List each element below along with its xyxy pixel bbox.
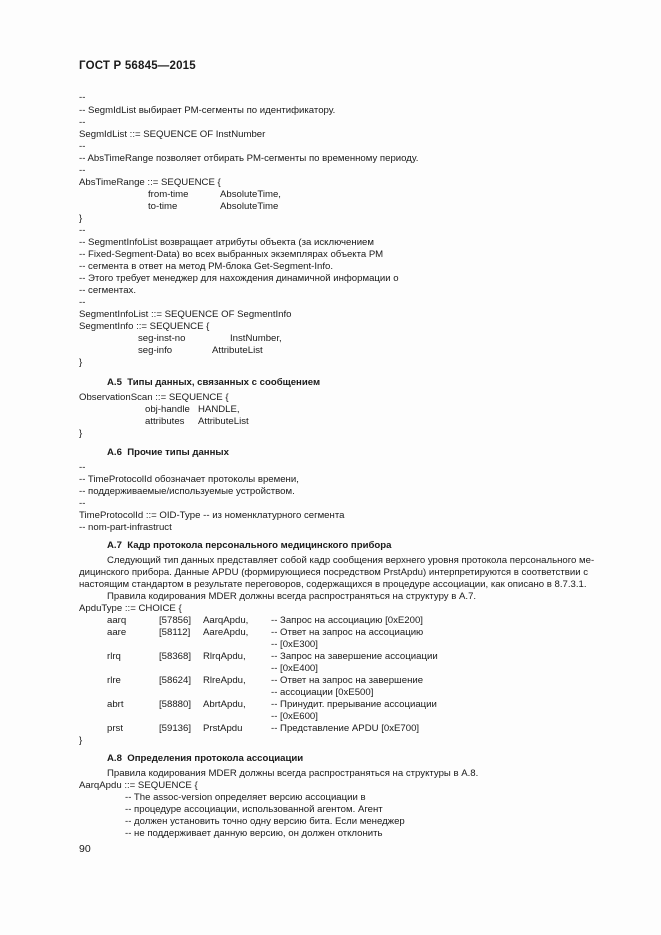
text-line: abrt (107, 699, 124, 710)
text-line: seg-inst-no (138, 333, 186, 344)
text-line: rlrq (107, 651, 121, 662)
text-line: seg-info (138, 345, 173, 356)
text-line: -- Ответ на запрос на завершение (271, 675, 424, 686)
text-line: } (79, 213, 83, 224)
text-line: дицинского прибора. Данные APDU (формирующиеся посредством PrstApdu) интерпретируются в соответствии с (79, 567, 589, 578)
text-line: from-time (148, 189, 189, 200)
text-line: [58112] (159, 627, 191, 638)
text-line: -- Запрос на завершение ассоциации (271, 651, 438, 662)
text-line: -- Fixed-Segment-Data) во всех выбранных экземплярах объекта РМ (79, 249, 384, 260)
section-heading: А.6 Прочие типы данных (107, 447, 229, 458)
text-line: -- (79, 225, 86, 236)
text-line: -- [0xE300] (271, 639, 318, 650)
standard-header: ГОСТ Р 56845—2015 (79, 60, 196, 72)
text-line: AarqApdu ::= SEQUENCE { (79, 780, 198, 791)
text-line: [58368] (159, 651, 192, 662)
text-line: AttributeList (198, 416, 249, 427)
text-line: -- (79, 297, 86, 308)
text-line: -- (79, 462, 86, 473)
text-line: AbsoluteTime (220, 201, 279, 212)
text-line: -- SegmIdList выбирает РМ-сегменты по идентификатору. (79, 105, 336, 116)
text-line: Следующий тип данных представляет собой кадр сообщения верхнего уровня протокола персонального ме- (107, 555, 595, 566)
text-line: SegmentInfo ::= SEQUENCE { (79, 321, 210, 332)
text-line: -- (79, 141, 86, 152)
text-line: [59136] (159, 723, 192, 734)
text-line: AarqApdu, (203, 615, 249, 626)
section-heading: А.7 Кадр протокола персонального медицинского прибора (107, 540, 392, 551)
text-line: настоящим стандартом в результате переговоров, содержащихся в процедуре ассоциации, как описано в 8.7.3.1. (79, 579, 587, 590)
text-line: [57856] (159, 615, 192, 626)
text-line: -- Принудит. прерывание ассоциации (271, 699, 437, 710)
text-line: -- [0xE400] (271, 663, 318, 674)
text-line: AbsTimeRange ::= SEQUENCE { (79, 177, 221, 188)
text-line: ApduType ::= CHOICE { (79, 603, 182, 614)
text-line: to-time (148, 201, 178, 212)
text-line: Правила кодирования MDER должны всегда распространяться на структуру в А.7. (107, 591, 477, 602)
text-line: } (79, 357, 83, 368)
text-line: -- SegmentInfoList возвращает атрибуты объекта (за исключением (79, 237, 374, 248)
text-line: } (79, 735, 83, 746)
text-line: -- nom-part-infrastruct (79, 522, 172, 533)
text-line: attributes (145, 416, 185, 427)
text-line: -- Запрос на ассоциацию [0xE200] (271, 615, 423, 626)
text-line: PrstApdu (203, 723, 243, 734)
text-line: SegmIdList ::= SEQUENCE OF InstNumber (79, 129, 266, 140)
text-line: -- (79, 498, 86, 509)
text-line: -- Ответ на запрос на ассоциацию (271, 627, 424, 638)
text-line: -- Этого требует менеджер для нахождения динамичной информации о (79, 273, 399, 284)
text-line: [58880] (159, 699, 192, 710)
text-line: -- TimeProtocolId обозначает протоколы времени, (79, 474, 299, 485)
text-line: Правила кодирования MDER должны всегда распространяться на структуры в А.8. (107, 768, 479, 779)
text-line: -- не поддерживает данную версию, он должен отклонить (125, 828, 383, 839)
text-line: obj-handle (145, 404, 190, 415)
text-line: rlre (107, 675, 121, 686)
text-line: RlrqApdu, (203, 651, 246, 662)
text-line: -- ассоциации [0xE500] (271, 687, 374, 698)
text-line: -- поддерживаемые/используемые устройством. (79, 486, 295, 497)
text-line: AareApdu, (203, 627, 249, 638)
text-line: [58624] (159, 675, 192, 686)
text-line: aarq (107, 615, 127, 626)
text-line: -- AbsTimeRange позволяет отбирать РМ-сегменты по временному периоду. (79, 153, 419, 164)
text-line: -- The assoc-version определяет версию ассоциации в (125, 792, 366, 803)
text-line: -- должен установить точно одну версию бита. Если менеджер (125, 816, 405, 827)
text-line: -- процедуре ассоциации, использованной агентом. Агент (125, 804, 383, 815)
text-line: SegmentInfoList ::= SEQUENCE OF SegmentInfo (79, 309, 292, 320)
text-line: -- [0xE600] (271, 711, 318, 722)
text-line: ObservationScan ::= SEQUENCE { (79, 392, 229, 403)
text-line: -- (79, 117, 86, 128)
text-line: TimeProtocolId ::= OID-Type -- из номенклатурного сегмента (79, 510, 345, 521)
text-line: } (79, 428, 83, 439)
text-line: aare (107, 627, 127, 638)
text-line: RlreApdu, (203, 675, 246, 686)
text-line: InstNumber, (230, 333, 282, 344)
text-line: -- сегмента в ответ на метод РМ-блока Get-Segment-Info. (79, 261, 334, 272)
text-line: -- Представление APDU [0xE700] (271, 723, 420, 734)
text-line: HANDLE, (198, 404, 240, 415)
text-line: -- (79, 92, 86, 103)
section-heading: А.5 Типы данных, связанных с сообщением (107, 377, 321, 388)
text-line: AbsoluteTime, (220, 189, 281, 200)
text-line: prst (107, 723, 123, 734)
page-number: 90 (79, 843, 91, 855)
text-line: -- (79, 165, 86, 176)
section-heading: А.8 Определения протокола ассоциации (107, 753, 304, 764)
text-line: AttributeList (212, 345, 263, 356)
text-line: -- сегментах. (79, 285, 137, 296)
text-line: AbrtApdu, (203, 699, 246, 710)
